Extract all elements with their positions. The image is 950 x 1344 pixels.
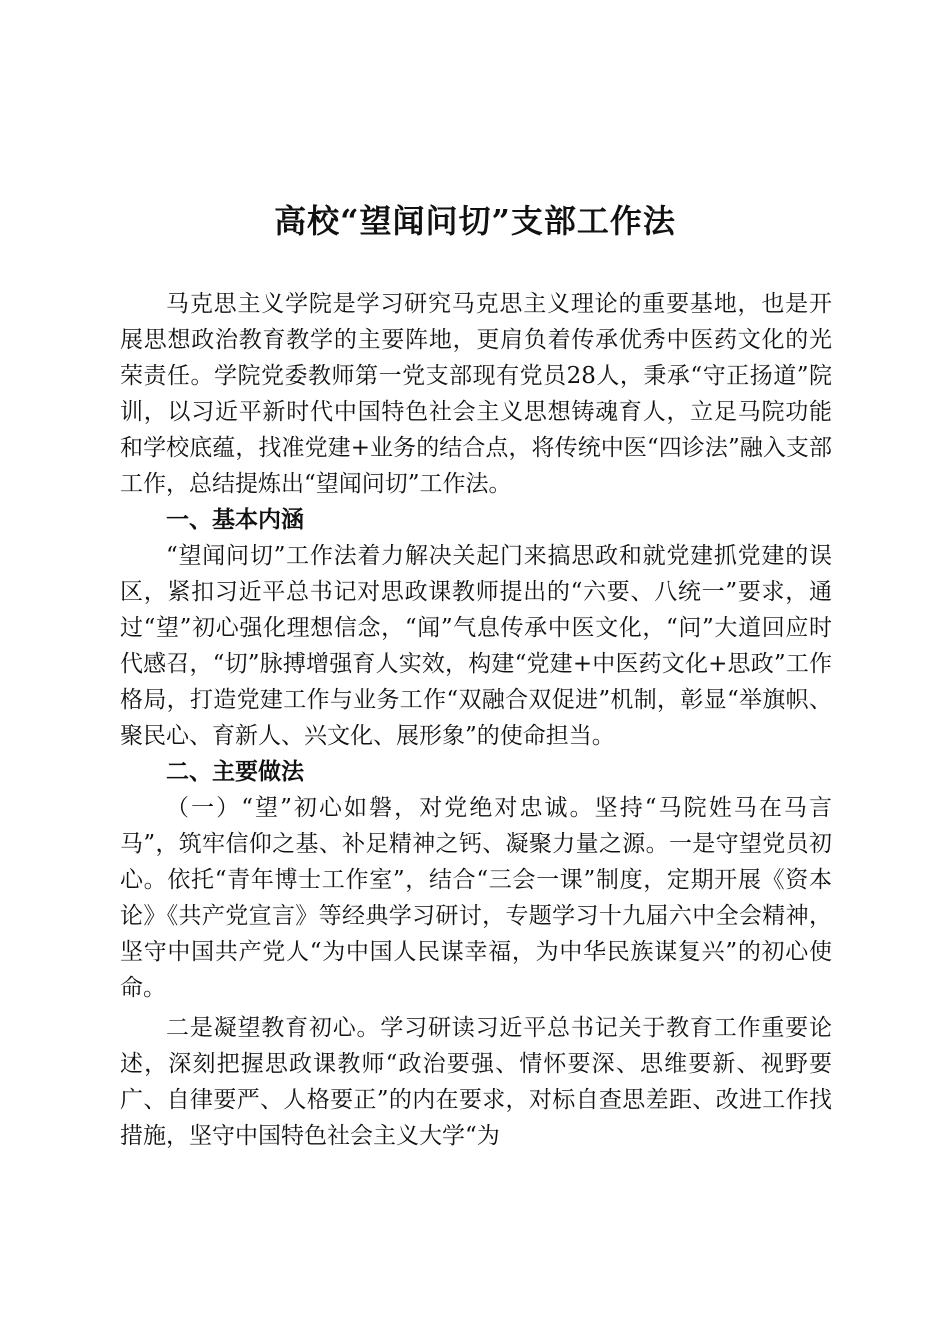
document-title: 高校“望闻问切”支部工作法 bbox=[274, 202, 676, 240]
paragraph-basic-connotation: “望闻问切”工作法着力解决关起门来搞思政和就党建抓党建的误区，紧扣习近平总书记对思政课教师提出的“六要、八统一”要求，通过“望”初心强化理想信念，“闻”气息传承中医文化，“问”大道回应时代感召，“切”脉搏增强育人实效，构建“党建+中医药文化+思政”工作格局，打造党建工作与业务工作“双融合双促进”机制，彰显“举旗帜、聚民心、育新人、兴文化、展形象”的使命担当。 bbox=[120, 543, 832, 749]
section-heading-main-practices: 二、主要做法 bbox=[166, 759, 304, 785]
paragraph-practice-2: 二是凝望教育初心。学习研读习近平总书记关于教育工作重要论述，深刻把握思政课教师“政治要强、情怀要深、思维要新、视野要广、自律要严、人格要正”的内在要求，对标自查思差距、改进工作找措施，坚守中国特色社会主义大学“为 bbox=[120, 1015, 832, 1149]
paragraph-intro: 马克思主义学院是学习研究马克思主义理论的重要基地，也是开展思想政治教育教学的主要阵地，更肩负着传承优秀中医药文化的光荣责任。学院党委教师第一党支部现有党员28人，秉承“守正扬道”院训，以习近平新时代中国特色社会主义思想铸魂育人，立足马院功能和学校底蕴，找准党建+业务的结合点，将传统中医“四诊法”融入支部工作，总结提炼出“望闻问切”工作法。 bbox=[120, 291, 832, 497]
paragraph-practice-1: （一）“望”初心如磐，对党绝对忠诚。坚持“马院姓马在马言马”，筑牢信仰之基、补足精神之钙、凝聚力量之源。一是守望党员初心。依托“青年博士工作室”，结合“三会一课”制度，定期开展《资本论》《共产党宣言》等经典学习研讨，专题学习十九届六中全会精神，坚守中国共产党人“为中国人民谋幸福，为中华民族谋复兴”的初心使命。 bbox=[120, 795, 832, 1001]
section-heading-basic-connotation: 一、基本内涵 bbox=[166, 507, 304, 533]
document-body bbox=[120, 286, 832, 1154]
